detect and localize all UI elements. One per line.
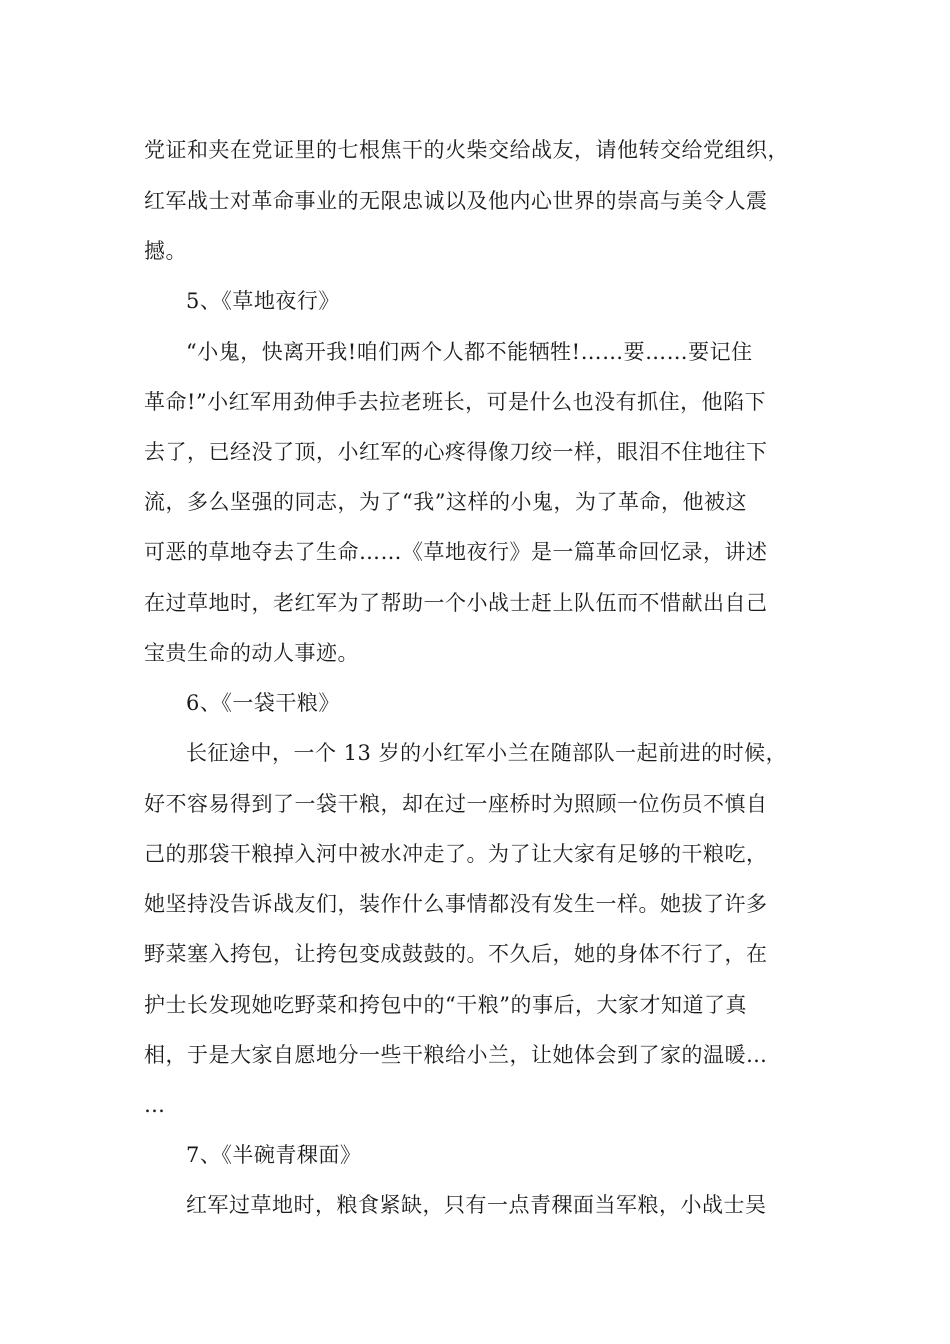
text-line: 去了，已经没了顶，小红军的心疼得像刀绞一样，眼泪不住地往下 xyxy=(144,440,768,464)
text-line: 护士长发现她吃野菜和挎包中的“干粮”的事后，大家才知道了真 xyxy=(144,993,747,1017)
text-line: 流，多么坚强的同志，为了“我”这样的小鬼，为了革命，他被这 xyxy=(144,490,747,514)
text-line: … xyxy=(144,1093,166,1117)
section-heading: 7、《半碗青稞面》 xyxy=(186,1143,362,1167)
text-line: 党证和夹在党证里的七根焦干的火柴交给战友，请他转交给党组织， xyxy=(144,138,789,162)
text-line: 野菜塞入挎包，让挎包变成鼓鼓的。不久后，她的身体不行了，在 xyxy=(144,942,768,966)
text-line: 己的那袋干粮掉入河中被水冲走了。为了让大家有足够的干粮吃， xyxy=(144,842,768,866)
section-heading: 5、《草地夜行》 xyxy=(186,289,340,313)
text-line: 相，于是大家自愿地分一些干粮给小兰，让她体会到了家的温暖… xyxy=(144,1043,768,1067)
text-line: 革命!”小红军用劲伸手去拉老班长，可是什么也没有抓住，他陷下 xyxy=(144,390,767,414)
text-line: 红军过草地时，粮食紧缺，只有一点青稞面当军粮，小战士吴 xyxy=(186,1193,767,1217)
text-line: “小鬼，快离开我!咱们两个人都不能牺牲!……要……要记住 xyxy=(186,340,753,364)
text-line: 好不容易得到了一袋干粮，却在过一座桥时为照顾一位伤员不慎自 xyxy=(144,792,768,816)
text-line: 长征途中，一个 13 岁的小红军小兰在随部队一起前进的时候， xyxy=(186,741,788,765)
text-line: 在过草地时，老红军为了帮助一个小战士赶上队伍而不惜献出自己 xyxy=(144,591,768,615)
text-line: 她坚持没告诉战友们，装作什么事情都没有发生一样。她拔了许多 xyxy=(144,892,768,916)
text-line: 宝贵生命的动人事迹。 xyxy=(144,641,359,665)
text-line: 撼。 xyxy=(144,239,187,263)
text-line: 可恶的草地夺去了生命……《草地夜行》是一篇革命回忆录，讲述 xyxy=(144,540,768,564)
section-heading: 6、《一袋干粮》 xyxy=(186,691,340,715)
text-line: 红军战士对革命事业的无限忠诚以及他内心世界的崇高与美令人震 xyxy=(144,189,768,213)
